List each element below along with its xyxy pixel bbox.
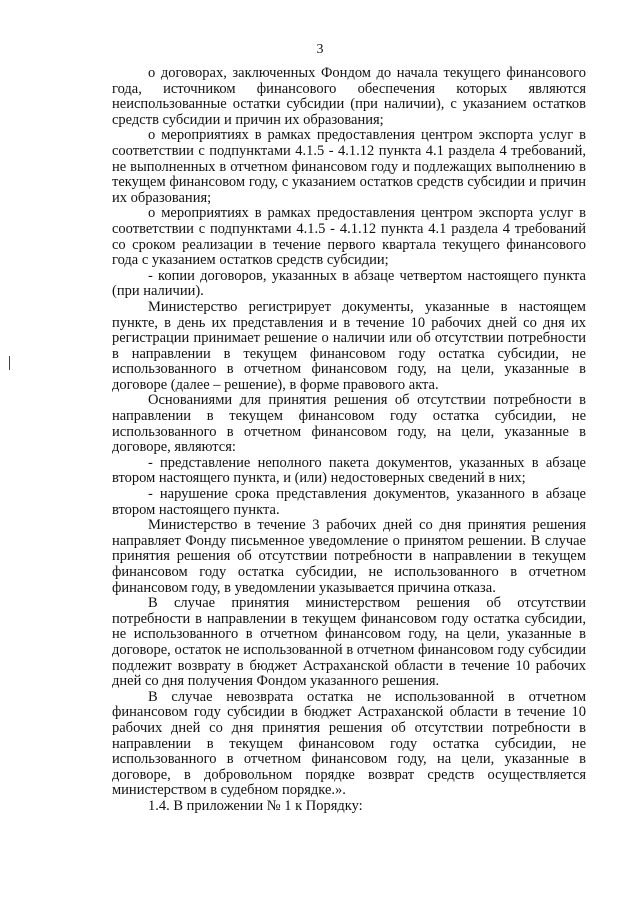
paragraph-first-quarter-activities: о мероприятиях в рамках предоставления центром экспорта услуг в соответствии с подпунктами 4.1.5 - 4.1.12 пункта 4.1 раздела 4 требований со сроком реализации в течение первого квартала текущего финансового года с указанием остатков средств субсидии; — [112, 205, 586, 269]
paragraph-deadline-violation: - нарушение срока представления документов, указанного в абзаце втором настоящего пункта. — [112, 486, 586, 518]
paragraph-contract-copies: - копии договоров, указанных в абзаце четвертом настоящего пункта (при наличии). — [112, 267, 586, 300]
paragraph-contracts: о договорах, заключенных Фондом до начала текущего финансового года, источником финансового обеспечения которых являются неиспользованные остатки субсидии (при наличии), с указанием остатков средств субсидии и причин их образования; — [112, 65, 586, 128]
paragraph-grounds-for-refusal: Основаниями для принятия решения об отсутствии потребности в направлении в текущем финансовом году остатка субсидии, не использованного в отчетном финансовом году, на цели, указанные в договоре, являются: — [112, 392, 586, 456]
paragraph-return-of-balance: В случае принятия министерством решения об отсутствии потребности в направлении в текущем финансовом году остатка субсидии, не использованного в отчетном финансовом году, на цели, указанные в договоре, остаток не использованной в отчетном финансовом году субсидии подлежит возврату в бюджет Астраханской области в течение 10 рабочих дней со дня получения Фондом указанного решения. — [112, 595, 586, 690]
paragraph-notification: Министерство в течение 3 рабочих дней со дня принятия решения направляет Фонду письменное уведомление о принятом решении. В случае принятия решения об отсутствии потребности в направлении в текущем финансовом году остатка субсидии, не использованного в отчетном финансовом году, в уведомлении указывается причина отказа. — [112, 517, 586, 596]
paragraph-incomplete-package: - представление неполного пакета документов, указанных в абзаце втором настоящего пункта, и (или) недостоверных сведений в них; — [112, 454, 586, 487]
page-number: 3 — [316, 42, 324, 57]
scan-margin-mark — [9, 356, 10, 370]
paragraph-judicial-recovery: В случае невозврата остатка не использованной в отчетном финансовом году субсидии в бюджет Астраханской области в течение 10 рабочих дней со дня принятия решения об отсутствии потребности в направлении в текущем финансовом году остатка субсидии, не использованного в отчетном финансовом году, на цели, указанные в договоре, в добровольном порядке возврат средств осуществляется министерством в судебном порядке.». — [112, 688, 586, 799]
paragraph-appendix-amendment: 1.4. В приложении № 1 к Порядку: — [148, 797, 363, 814]
paragraph-ministry-registration: Министерство регистрирует документы, указанные в настоящем пункте, в день их представления и в течение 10 рабочих дней со дня их регистрации принимает решение о наличии или об отсутствии потребности в направлении в текущем финансовом году остатка субсидии, не использованного в отчетном финансовом году, на цели, указанные в договоре (далее – решение), в форме правового акта. — [112, 298, 586, 393]
document-body — [112, 66, 586, 815]
paragraph-unfulfilled-activities: о мероприятиях в рамках предоставления центром экспорта услуг в соответствии с подпунктами 4.1.5 - 4.1.12 пункта 4.1 раздела 4 требований, не выполненных в отчетном финансовом году и подлежащих выполнению в текущем финансовом году, с указанием остатков средств субсидии и причин их образования; — [112, 127, 586, 206]
